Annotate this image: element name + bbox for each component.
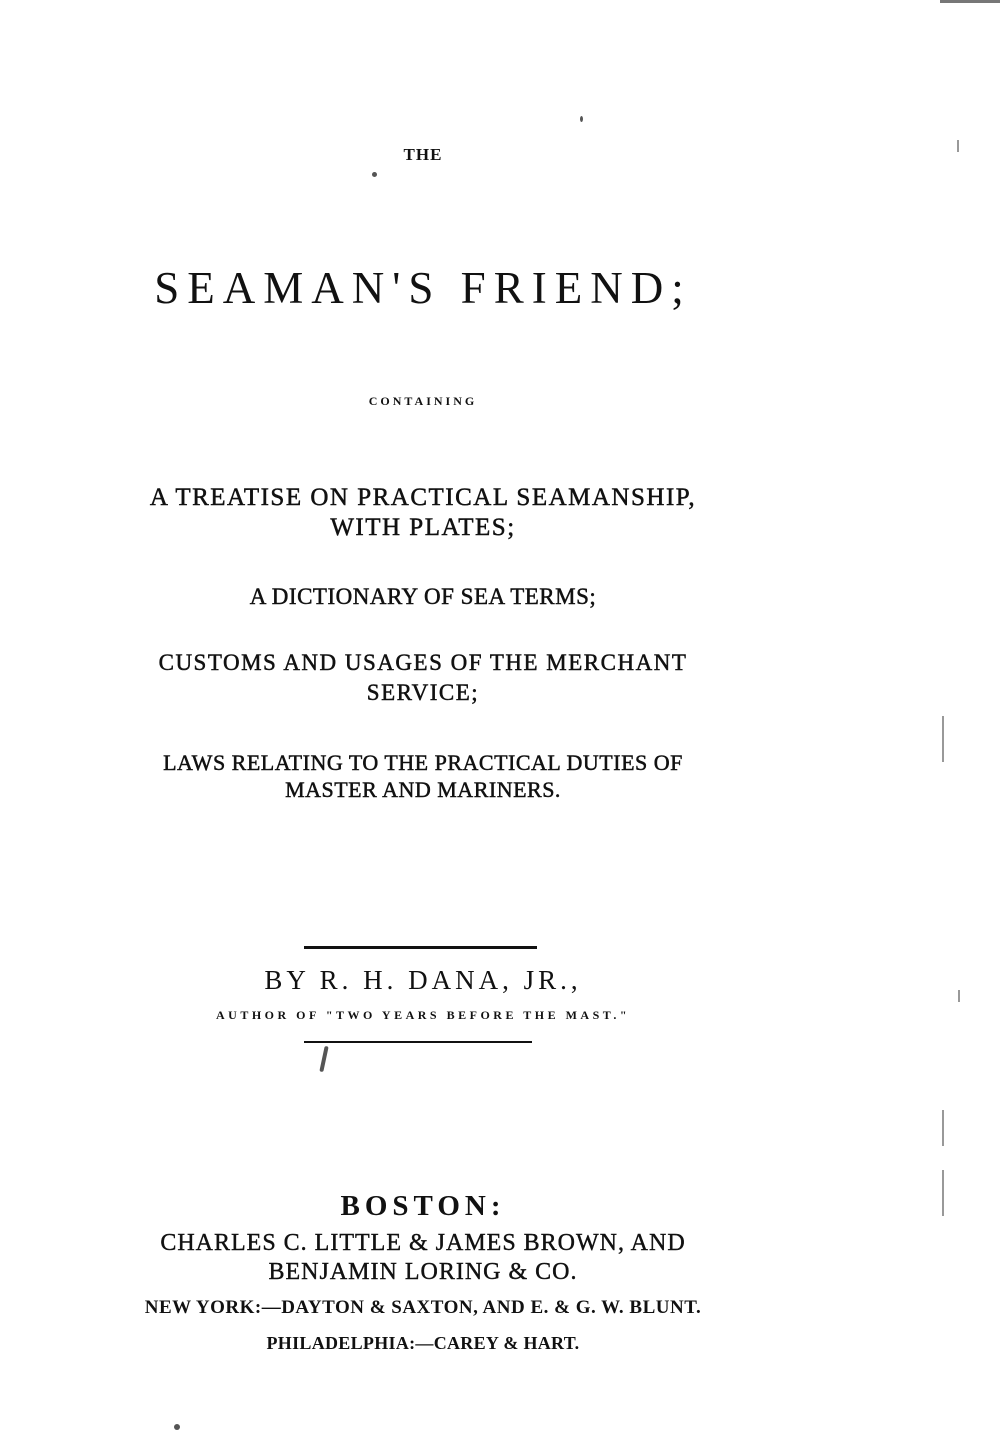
scan-speck [319,1046,328,1072]
author-line: BY R. H. DANA, JR., [264,965,582,995]
contents-item-2: A DICTIONARY OF SEA TERMS; [249,584,597,609]
scan-edge-mark [958,990,960,1002]
contents-item-4-line-1: LAWS RELATING TO THE PRACTICAL DUTIES OF [163,750,683,775]
imprint-publisher-line-1: CHARLES C. LITTLE & JAMES BROWN, AND [160,1230,686,1256]
contents-item-1-line-2: WITH PLATES; [330,514,516,541]
imprint-philadelphia: PHILADELPHIA:—CAREY & HART. [266,1333,580,1353]
imprint-publisher-line-2: BENJAMIN LORING & CO. [268,1259,578,1285]
contents-item-4-line-2: MASTER AND MARINERS. [285,777,561,802]
contents-item-3-line-2: SERVICE; [366,680,480,705]
scan-edge-mark [942,716,944,762]
author-note: AUTHOR OF "TWO YEARS BEFORE THE MAST." [215,1008,631,1022]
scan-speck [580,116,583,122]
divider-rule-top [304,946,537,949]
containing-label: CONTAINING [368,394,478,408]
scan-edge-mark [942,1110,944,1146]
contents-item-3-line-1: CUSTOMS AND USAGES OF THE MERCHANT [158,650,688,675]
imprint-city: BOSTON: [340,1190,506,1222]
book-title: SEAMAN'S FRIEND; [154,263,692,313]
scan-edge-mark [942,1170,944,1216]
imprint-new-york: NEW YORK:—DAYTON & SAXTON, AND E. & G. W. BLUNT. [144,1297,702,1318]
divider-rule-bottom [304,1041,532,1043]
scan-speck [372,172,377,177]
scan-edge-mark [940,0,1000,3]
scan-edge-mark [957,140,959,152]
scan-speck [174,1424,180,1430]
title-article: THE [403,145,443,164]
contents-item-1-line-1: A TREATISE ON PRACTICAL SEAMANSHIP, [149,484,697,511]
